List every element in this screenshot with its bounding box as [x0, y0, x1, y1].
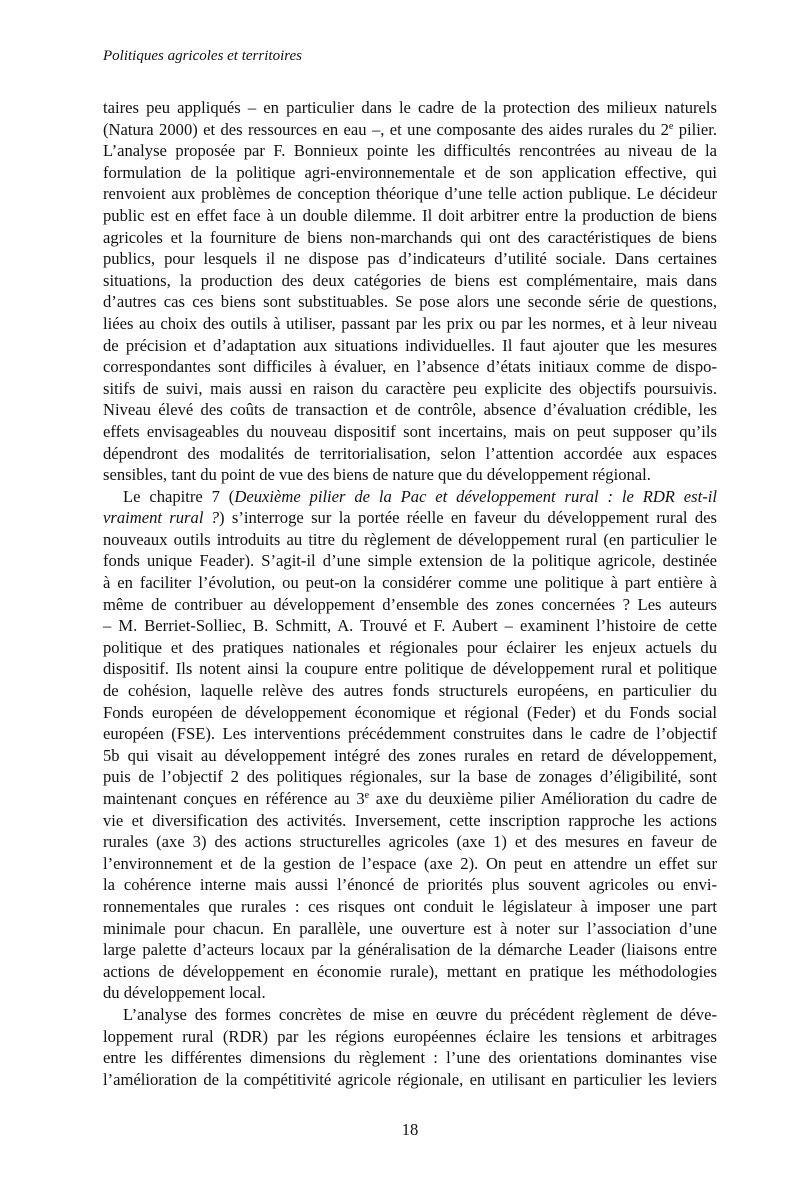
superscript: e	[668, 120, 674, 132]
text-line: politique et des pratiques nationales et régionales pour éclairer les enjeux actuels du	[103, 637, 717, 657]
text-line: minimale pour chacun. En parallèle, une ouverture est à noter sur l’association d’une	[103, 918, 717, 938]
text-line: L’analyse proposée par F. Bonnieux pointe les difficultés rencontrées au niveau de la	[103, 141, 717, 161]
text-line: rurales (axe 3) des actions structurelles agricoles (axe 1) et des mesures en faveur de	[103, 832, 717, 852]
text-line: sitifs de suivi, mais aussi en raison du caractère peu explicite des objectifs poursuivis.	[103, 378, 717, 398]
text-line: entre les différentes dimensions du règlement : l’une des orientations dominantes vise	[103, 1048, 717, 1068]
text-line: l’environnement et de la gestion de l’espace (axe 2). On peut en attendre un effet sur	[103, 853, 717, 873]
text-line: européen (FSE). Les interventions précédemment construites dans le cadre de l’objectif	[103, 724, 717, 744]
text-line: agricoles et la fourniture de biens non-marchands qui ont des caractéristiques de biens	[103, 227, 717, 247]
text-line: puis de l’objectif 2 des politiques régionales, sur la base de zonages d’éligibilité, sont	[103, 767, 717, 787]
text-line: la cohérence interne mais aussi l’énoncé de priorités plus souvent agricoles ou envi-	[103, 875, 717, 895]
text-line: actions de développement en économie rurale), mettant en pratique les méthodologies	[103, 961, 717, 981]
text-segment: (Natura 2000) et des ressources en eau –, et une composante des aides rurales du 2	[103, 119, 669, 139]
italic-title: Deuxième pilier de la Pac et développement rural : le RDR est-il	[234, 486, 717, 506]
text-segment: pilier.	[673, 119, 717, 139]
text-line: – M. Berriet-Solliec, B. Schmitt, A. Trouvé et F. Aubert – examinent l’histoire de cette	[103, 616, 717, 636]
text-line: L’analyse des formes concrètes de mise en œuvre du précédent règlement de déve-	[123, 1004, 717, 1024]
text-line: 5b qui visait au développement intégré des zones rurales en retard de développement,	[103, 745, 717, 765]
running-head-title: Politiques agricoles et territoires	[103, 48, 303, 64]
text-line: effets envisageables du nouveau dispositif sont incertains, mais on peut supposer qu’ils	[103, 421, 717, 441]
text-line: sensibles, tant du point de vue des biens de nature que du développement régional.	[103, 465, 651, 485]
text-line: large palette d’acteurs locaux par la généralisation de la démarche Leader (liaisons entre	[103, 940, 717, 960]
text-segment: axe du deuxième pilier Amélioration du cadre de	[369, 789, 717, 808]
text-line	[103, 119, 717, 141]
text-line: fonds unique Feader). S’agit-il d’une simple extension de la politique agricole, destinée	[103, 551, 717, 571]
text-line	[103, 788, 717, 810]
text-line: dépendront des modalités de territorialisation, selon l’attention accordée aux espaces	[103, 443, 717, 463]
text-line: loppement rural (RDR) par les régions européennes éclaire les tensions et arbitrages	[103, 1026, 717, 1046]
text-line: taires peu appliqués – en particulier dans le cadre de la protection des milieux naturels	[103, 98, 717, 117]
text-line: renvoient aux problèmes de conception théorique d’une telle action publique. Le décideur	[103, 184, 717, 204]
text-line: l’amélioration de la compétitivité agricole régionale, en utilisant en particulier les leviers	[103, 1069, 717, 1089]
text-line: formulation de la politique agri-environnementale et de son application effective, qui	[103, 162, 717, 182]
text-line: de précision et d’adaptation aux situations individuelles. Il faut ajouter que les mesures	[103, 335, 717, 355]
page-number: 18	[401, 1120, 419, 1139]
text-line: publics, pour lesquels il ne dispose pas d’indicateurs d’utilité sociale. Dans certaines	[103, 249, 717, 269]
superscript: e	[364, 790, 370, 801]
paragraph	[103, 97, 717, 486]
text-segment: Le chapitre 7 (	[123, 486, 235, 506]
paragraph	[103, 486, 717, 1004]
text-segment: ) s’interroge sur la portée réelle en faveur du développement rural des	[219, 508, 717, 528]
text-line: Fonds européen de développement économique et régional (Feder) et du Fonds social	[103, 702, 717, 722]
text-line: situations, la production des deux catégories de biens est complémentaire, mais dans	[103, 270, 717, 290]
text-line: nouveaux outils introduits au titre du règlement de développement rural (en particulier le	[103, 529, 717, 549]
paragraph	[103, 1004, 717, 1090]
text-line: d’autres cas ces biens sont substituables. Se pose alors une seconde série de questions,	[103, 292, 717, 312]
text-line: ronnementales que rurales : ces risques ont conduit le législateur à imposer une part	[103, 896, 717, 916]
text-line	[103, 507, 717, 529]
text-line: Niveau élevé des coûts de transaction et de contrôle, absence d’évaluation crédible, les	[103, 400, 717, 420]
text-line: à en faciliter l’évolution, ou peut-on la considérer comme une politique à part entière à	[103, 573, 717, 593]
text-line: du développement local.	[103, 983, 266, 1003]
text-line: correspondantes sont difficiles à évaluer, en l’absence d’états initiaux comme de dispo-	[103, 357, 717, 377]
body-text	[103, 97, 717, 1090]
text-line: public est en effet face à un double dilemme. Il doit arbitrer entre la production de biens	[103, 205, 717, 225]
text-line: de cohésion, laquelle relève des autres fonds structurels européens, en particulier du	[103, 681, 717, 701]
text-line	[103, 486, 717, 508]
text-segment: maintenant conçues en référence au 3	[103, 789, 365, 808]
text-line: vie et diversification des activités. Inversement, cette inscription rapproche les actions	[103, 810, 717, 830]
text-line: liées au choix des outils à utiliser, passant par les prix ou par les normes, et à leur niveau	[103, 313, 717, 333]
text-line: dispositif. Ils notent ainsi la coupure entre politique de développement rural et politique	[103, 659, 717, 679]
italic-title: vraiment rural ?	[103, 508, 220, 528]
text-line: même de contribuer au développement d’ensemble des zones concernées ? Les auteurs	[103, 594, 717, 614]
